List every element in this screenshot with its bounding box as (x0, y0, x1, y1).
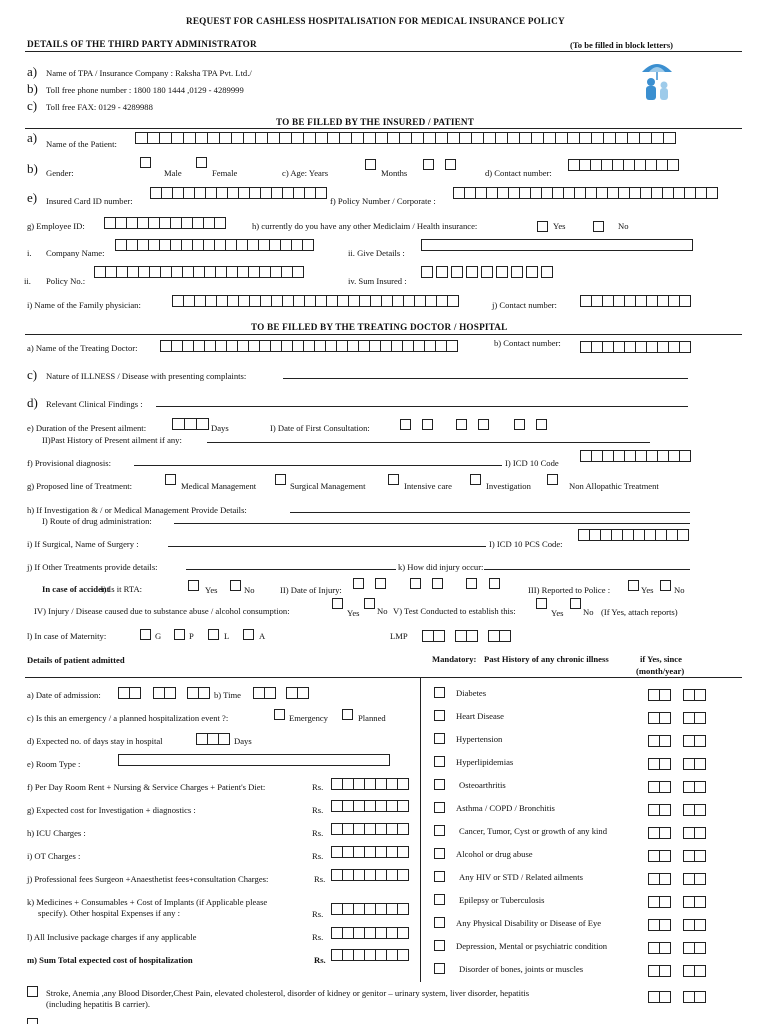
gender-label: Gender: (46, 168, 74, 178)
tpa-c-mark: c) (27, 98, 38, 113)
emergency-checkbox[interactable] (274, 709, 285, 720)
chronic-month-boxes[interactable] (648, 919, 670, 931)
chronic-item-label: Cancer, Tumor, Cyst or growth of any kind (459, 826, 608, 836)
chronic-month-boxes[interactable] (648, 850, 670, 862)
chronic-month-boxes[interactable] (648, 827, 670, 839)
chronic-item-label: Osteoarthritis (459, 780, 506, 790)
admission-year-boxes[interactable] (187, 687, 209, 699)
investigation-cost-boxes[interactable] (331, 800, 408, 812)
consult-box-3[interactable] (456, 419, 467, 430)
maternity-a-checkbox[interactable] (243, 629, 254, 640)
sum-total-rs: Rs. (314, 955, 326, 965)
attach-reports-note: (If Yes, attach reports) (601, 607, 678, 617)
injury-how-line[interactable] (484, 569, 690, 570)
contact-b-boxes[interactable] (580, 341, 690, 353)
insured-section-title: TO BE FILLED BY THE INSURED / PATIENT (276, 117, 475, 127)
chronic-year-boxes[interactable] (683, 965, 705, 977)
chronic-item-label: Hypertension (456, 734, 503, 744)
form-title: REQUEST FOR CASHLESS HOSPITALISATION FOR MEDICAL INSURANCE POLICY (186, 16, 565, 26)
admission-date-label: a) Date of admission: (27, 690, 101, 700)
policy-corp-boxes[interactable] (453, 187, 717, 199)
injury-date-box-3[interactable] (410, 578, 421, 589)
chronic-month-boxes[interactable] (648, 758, 670, 770)
room-type-field[interactable] (118, 754, 390, 766)
maternity-g-checkbox[interactable] (140, 629, 151, 640)
give-details-field[interactable] (421, 239, 693, 251)
duration-label: e) Duration of the Present ailment: (27, 423, 147, 433)
icu-rs: Rs. (312, 828, 324, 838)
test-no-checkbox[interactable] (570, 598, 581, 609)
stroke-label-2: (including hepatitis B carrier). (46, 999, 151, 1009)
other-insurance-yes-label: Yes (553, 221, 566, 231)
contact-d-label: d) Contact number: (485, 168, 552, 178)
insured-a-mark: a) (27, 130, 38, 145)
other-treatments-label: j) If Other Treatments provide details: (27, 562, 158, 572)
injury-how-label: k) How did injury occur: (398, 562, 484, 572)
emergency-label: Emergency (289, 713, 328, 723)
surgical-management-label: Surgical Management (290, 481, 366, 491)
lmp-year-boxes[interactable] (488, 630, 510, 642)
chronic-month-boxes[interactable] (648, 735, 670, 747)
admitted-title: Details of patient admitted (27, 655, 125, 665)
policy-no-boxes[interactable] (94, 266, 303, 278)
chronic-item-label: Depression, Mental or psychiatric condition (456, 941, 608, 951)
admission-month-boxes[interactable] (153, 687, 175, 699)
chronic-checkbox[interactable] (434, 848, 445, 859)
route-label: I) Route of drug administration: (42, 516, 152, 526)
company-name-boxes[interactable] (115, 239, 313, 251)
employee-label: g) Employee ID: (27, 221, 85, 231)
planned-checkbox[interactable] (342, 709, 353, 720)
surgery-label: i) If Surgical, Name of Surgery : (27, 539, 139, 549)
duration-days-label: Days (211, 423, 229, 433)
admission-min-boxes[interactable] (286, 687, 308, 699)
chronic-item-label: Diabetes (456, 688, 487, 698)
age-box-1[interactable] (423, 159, 434, 170)
sum-total-label: m) Sum Total expected cost of hospitalization (27, 955, 193, 965)
sum-insured-boxes[interactable] (421, 266, 556, 278)
since-label-2: (month/year) (636, 666, 685, 676)
chronic-year-boxes[interactable] (683, 873, 705, 885)
chronic-month-boxes[interactable] (648, 781, 670, 793)
contact-j-boxes[interactable] (580, 295, 690, 307)
chronic-year-boxes[interactable] (683, 689, 705, 701)
chronic-item-label: Any HIV or STD / Related ailments (459, 872, 583, 882)
chronic-item-label: Heart Disease (456, 711, 504, 721)
sum-total-boxes[interactable] (331, 949, 408, 961)
age-label: c) Age: Years (282, 168, 329, 178)
patient-name-boxes[interactable] (135, 132, 675, 144)
chronic-year-boxes[interactable] (683, 919, 705, 931)
ot-label: i) OT Charges : (27, 851, 81, 861)
age-box-2[interactable] (445, 159, 456, 170)
medicines-label-1: k) Medicines + Consumables + Cost of Implants (if Applicable please (27, 897, 268, 907)
tpa-a-mark: a) (27, 64, 38, 79)
policy-corp-label: f) Policy Number / Corporate : (330, 196, 436, 206)
rule-insured (25, 128, 742, 129)
lmp-label: LMP (390, 631, 408, 641)
intensive-care-label: Intensive care (404, 481, 452, 491)
chronic-month-boxes[interactable] (648, 689, 670, 701)
medicines-label-2: specify). Other hospital Expenses if any : (38, 908, 180, 918)
rta-label: : I) Is it RTA: (96, 584, 143, 594)
first-consult-label: I) Date of First Consultation: (270, 423, 370, 433)
chronic-checkbox[interactable] (434, 687, 445, 698)
chronic-month-boxes[interactable] (648, 712, 670, 724)
investigation-checkbox[interactable] (470, 474, 481, 485)
police-label: III) Reported to Police : (528, 585, 611, 595)
provisional-line[interactable] (134, 465, 502, 466)
family-physician-label: i) Name of the Family physician: (27, 300, 141, 310)
chronic-checkbox[interactable] (434, 917, 445, 928)
other-insurance-no-checkbox[interactable] (593, 221, 604, 232)
consult-box-1[interactable] (400, 419, 411, 430)
expected-days-label: d) Expected no. of days stay in hospital (27, 736, 163, 746)
contact-d-boxes[interactable] (568, 159, 678, 171)
consult-box-5[interactable] (514, 419, 525, 430)
medicines-boxes[interactable] (331, 903, 408, 915)
employee-boxes[interactable] (104, 217, 225, 229)
rule-admitted (25, 677, 742, 678)
injury-date-box-4[interactable] (432, 578, 443, 589)
chronic-checkbox[interactable] (434, 871, 445, 882)
room-rent-label: f) Per Day Room Rent + Nursing & Service Charges + Patient's Diet: (27, 782, 266, 792)
past-history-label: II)Past History of Present ailment if any: (42, 435, 182, 445)
test-yes-label: Yes (551, 608, 564, 618)
tpa-section-title: DETAILS OF THE THIRD PARTY ADMINISTRATOR (27, 39, 257, 49)
provisional-label: f) Provisional diagnosis: (27, 458, 112, 468)
insured-i-mark: i. (27, 248, 32, 258)
lmp-month-boxes[interactable] (455, 630, 477, 642)
chronic-checkbox[interactable] (434, 940, 445, 951)
icd10pcs-boxes[interactable] (578, 529, 688, 541)
sum-insured-label: iv. Sum Insured : (348, 276, 407, 286)
chronic-item-label: Hyperlipidemias (456, 757, 514, 767)
insured-ii-mark: ii. (24, 276, 31, 286)
investigation-cost-label: g) Expected cost for Investigation + diagnostics : (27, 805, 196, 815)
investigation-details-label: h) If Investigation & / or Medical Management Provide Details: (27, 505, 247, 515)
since-label-1: if Yes, since (640, 654, 682, 664)
female-checkbox[interactable] (196, 157, 207, 168)
intensive-care-checkbox[interactable] (388, 474, 399, 485)
maternity-p-label: P (189, 631, 194, 641)
room-rent-boxes[interactable] (331, 778, 408, 790)
next-item-checkbox[interactable] (27, 1018, 38, 1024)
route-line[interactable] (174, 523, 690, 524)
findings-label: Relevant Clinical Findings : (46, 399, 143, 409)
consult-box-6[interactable] (536, 419, 547, 430)
card-id-label: Insured Card ID number: (46, 196, 133, 206)
chronic-year-boxes[interactable] (683, 712, 705, 724)
chronic-item-label: Disorder of bones, joints or muscles (459, 964, 584, 974)
chronic-item-label: Asthma / COPD / Bronchitis (456, 803, 555, 813)
chronic-checkbox[interactable] (434, 779, 445, 790)
chronic-year-boxes[interactable] (683, 758, 705, 770)
rta-yes-checkbox[interactable] (188, 580, 199, 591)
mandatory-label: Mandatory: (432, 654, 477, 664)
block-letters-note: (To be filled in block letters) (570, 40, 674, 50)
other-insurance-yes-checkbox[interactable] (537, 221, 548, 232)
emergency-question: c) Is this an emergency / a planned hospitalization event ?: (27, 713, 229, 723)
chronic-item-label: Epilepsy or Tuberculosis (459, 895, 545, 905)
doctor-d-mark: d) (27, 395, 38, 410)
rta-yes-label: Yes (205, 585, 218, 595)
tpa-phone: Toll free phone number : 1800 180 1444 ,0129 - 4289999 (46, 85, 244, 95)
medical-management-checkbox[interactable] (165, 474, 176, 485)
tpa-b-mark: b) (27, 81, 38, 96)
chronic-checkbox[interactable] (434, 825, 445, 836)
contact-b-label: b) Contact number: (494, 338, 561, 348)
stroke-checkbox[interactable] (27, 986, 38, 997)
doctor-section-title: TO BE FILLED BY THE TREATING DOCTOR / HOSPITAL (251, 322, 508, 332)
illness-line[interactable] (283, 378, 688, 379)
consult-box-4[interactable] (478, 419, 489, 430)
substance-no-label: No (377, 606, 388, 616)
chronic-month-boxes[interactable] (648, 896, 670, 908)
test-yes-checkbox[interactable] (536, 598, 547, 609)
chronic-month-boxes[interactable] (648, 965, 670, 977)
give-details-label: ii. Give Details : (348, 248, 405, 258)
other-treatments-line[interactable] (186, 569, 396, 570)
other-insurance-label: h) currently do you have any other Mediclaim / Health insurance: (252, 221, 478, 231)
insured-e-mark: e) (27, 190, 38, 205)
professional-fees-label: j) Professional fees Surgeon +Anaesthetist fees+consultation Charges: (27, 874, 269, 884)
surgical-management-checkbox[interactable] (275, 474, 286, 485)
tpa-fax: Toll free FAX: 0129 - 4289988 (46, 102, 153, 112)
chronic-item-label: Any Physical Disability or Disease of Eye (456, 918, 602, 928)
accident-label: In case of accident (42, 584, 110, 594)
admission-hour-boxes[interactable] (253, 687, 275, 699)
treating-doctor-boxes[interactable] (160, 340, 457, 352)
ot-boxes[interactable] (331, 846, 408, 858)
policy-no-label: Policy No.: (46, 276, 86, 286)
card-id-boxes[interactable] (150, 187, 326, 199)
chronic-year-boxes[interactable] (683, 804, 705, 816)
line-treatment-label: g) Proposed line of Treatment: (27, 481, 133, 491)
family-physician-boxes[interactable] (172, 295, 458, 307)
police-no-checkbox[interactable] (660, 580, 671, 591)
chronic-month-boxes[interactable] (648, 942, 670, 954)
planned-label: Planned (358, 713, 386, 723)
stroke-year-boxes[interactable] (683, 991, 705, 1003)
test-no-label: No (583, 607, 594, 617)
admission-day-boxes[interactable] (118, 687, 140, 699)
treating-doctor-label: a) Name of the Treating Doctor: (27, 343, 138, 353)
investigation-cost-rs: Rs. (312, 805, 324, 815)
lmp-day-boxes[interactable] (422, 630, 444, 642)
doctor-c-mark: c) (27, 367, 38, 382)
consult-box-2[interactable] (422, 419, 433, 430)
professional-fees-rs: Rs. (314, 874, 326, 884)
substance-no-checkbox[interactable] (364, 598, 375, 609)
professional-fees-boxes[interactable] (331, 869, 408, 881)
expected-days-boxes[interactable] (196, 733, 229, 745)
package-rs: Rs. (312, 932, 324, 942)
maternity-p-checkbox[interactable] (174, 629, 185, 640)
chronic-checkbox[interactable] (434, 963, 445, 974)
injury-date-box-5[interactable] (466, 578, 477, 589)
injury-date-box-2[interactable] (375, 578, 386, 589)
tpa-name: Name of TPA / Insurance Company : Raksha TPA Pvt. Ltd./ (46, 68, 252, 78)
room-rent-rs: Rs. (312, 782, 324, 792)
investigation-label: Investigation (486, 481, 531, 491)
medical-management-label: Medical Management (181, 481, 257, 491)
stroke-month-boxes[interactable] (648, 991, 670, 1003)
insured-b-mark: b) (27, 161, 38, 176)
ot-rs: Rs. (312, 851, 324, 861)
package-label: l) All Inclusive package charges if any applicable (27, 932, 197, 942)
past-history-line[interactable] (207, 442, 650, 443)
chronic-year-boxes[interactable] (683, 735, 705, 747)
column-divider (420, 677, 421, 982)
injury-date-box-6[interactable] (489, 578, 500, 589)
maternity-a-label: A (259, 631, 266, 641)
investigation-details-line[interactable] (290, 512, 690, 513)
package-boxes[interactable] (331, 927, 408, 939)
test-conducted-label: V) Test Conducted to establish this: (393, 606, 516, 616)
raksha-logo-icon (640, 58, 674, 104)
non-allopathic-label: Non Allopathic Treatment (569, 481, 659, 491)
female-label: Female (212, 168, 238, 178)
injury-date-box-1[interactable] (353, 578, 364, 589)
medicines-rs: Rs. (312, 909, 324, 919)
stroke-label-1: Stroke, Anemia ,any Blood Disorder,Chest Pain, elevated cholesterol, disorder of kidney or genitor – urinary system, liver disorder, hepatitis (46, 988, 530, 998)
duration-boxes[interactable] (172, 418, 208, 430)
chronic-checkbox[interactable] (434, 710, 445, 721)
chronic-checkbox[interactable] (434, 733, 445, 744)
patient-name-label: Name of the Patient: (46, 139, 117, 149)
maternity-l-checkbox[interactable] (208, 629, 219, 640)
police-yes-checkbox[interactable] (628, 580, 639, 591)
age-months-checkbox[interactable] (365, 159, 376, 170)
maternity-l-label: L (224, 631, 230, 641)
chronic-heading: Past History of any chronic illness (484, 654, 609, 664)
chronic-year-boxes[interactable] (683, 942, 705, 954)
rule-doctor (25, 334, 742, 335)
surgery-line[interactable] (168, 546, 486, 547)
rta-no-label: No (244, 585, 255, 595)
chronic-checkbox[interactable] (434, 756, 445, 767)
chronic-checkbox[interactable] (434, 894, 445, 905)
male-checkbox[interactable] (140, 157, 151, 168)
non-allopathic-checkbox[interactable] (547, 474, 558, 485)
police-yes-label: Yes (641, 585, 654, 595)
chronic-month-boxes[interactable] (648, 873, 670, 885)
chronic-month-boxes[interactable] (648, 804, 670, 816)
maternity-g-label: G (155, 631, 162, 641)
icd10-boxes[interactable] (580, 450, 690, 462)
months-label: Months (381, 168, 408, 178)
room-type-label: e) Room Type : (27, 759, 81, 769)
other-insurance-no-label: No (618, 221, 629, 231)
admission-time-label: b) Time (214, 690, 241, 700)
icu-boxes[interactable] (331, 823, 408, 835)
expected-days-unit: Days (234, 736, 252, 746)
chronic-year-boxes[interactable] (683, 896, 705, 908)
substance-yes-label: Yes (347, 608, 360, 618)
injury-date-label: II) Date of Injury: (280, 585, 342, 595)
chronic-item-label: Alcohol or drug abuse (456, 849, 533, 859)
chronic-year-boxes[interactable] (683, 827, 705, 839)
substance-yes-checkbox[interactable] (332, 598, 343, 609)
substance-label: IV) Injury / Disease caused due to substance abuse / alcohol consumption: (34, 606, 290, 616)
chronic-checkbox[interactable] (434, 802, 445, 813)
icu-label: h) ICU Charges : (27, 828, 86, 838)
chronic-year-boxes[interactable] (683, 781, 705, 793)
maternity-label: l) In case of Maternity: (27, 631, 107, 641)
icd10pcs-label: I) ICD 10 PCS Code: (489, 539, 563, 549)
icd10-label: I) ICD 10 Code (505, 458, 559, 468)
police-no-label: No (674, 585, 685, 595)
rule-top (25, 51, 742, 52)
chronic-year-boxes[interactable] (683, 850, 705, 862)
company-name-label: Company Name: (46, 248, 105, 258)
contact-j-label: j) Contact number: (492, 300, 557, 310)
findings-line[interactable] (156, 406, 688, 407)
rta-no-checkbox[interactable] (230, 580, 241, 591)
male-label: Male (164, 168, 182, 178)
illness-label: Nature of ILLNESS / Disease with presenting complaints: (46, 371, 247, 381)
